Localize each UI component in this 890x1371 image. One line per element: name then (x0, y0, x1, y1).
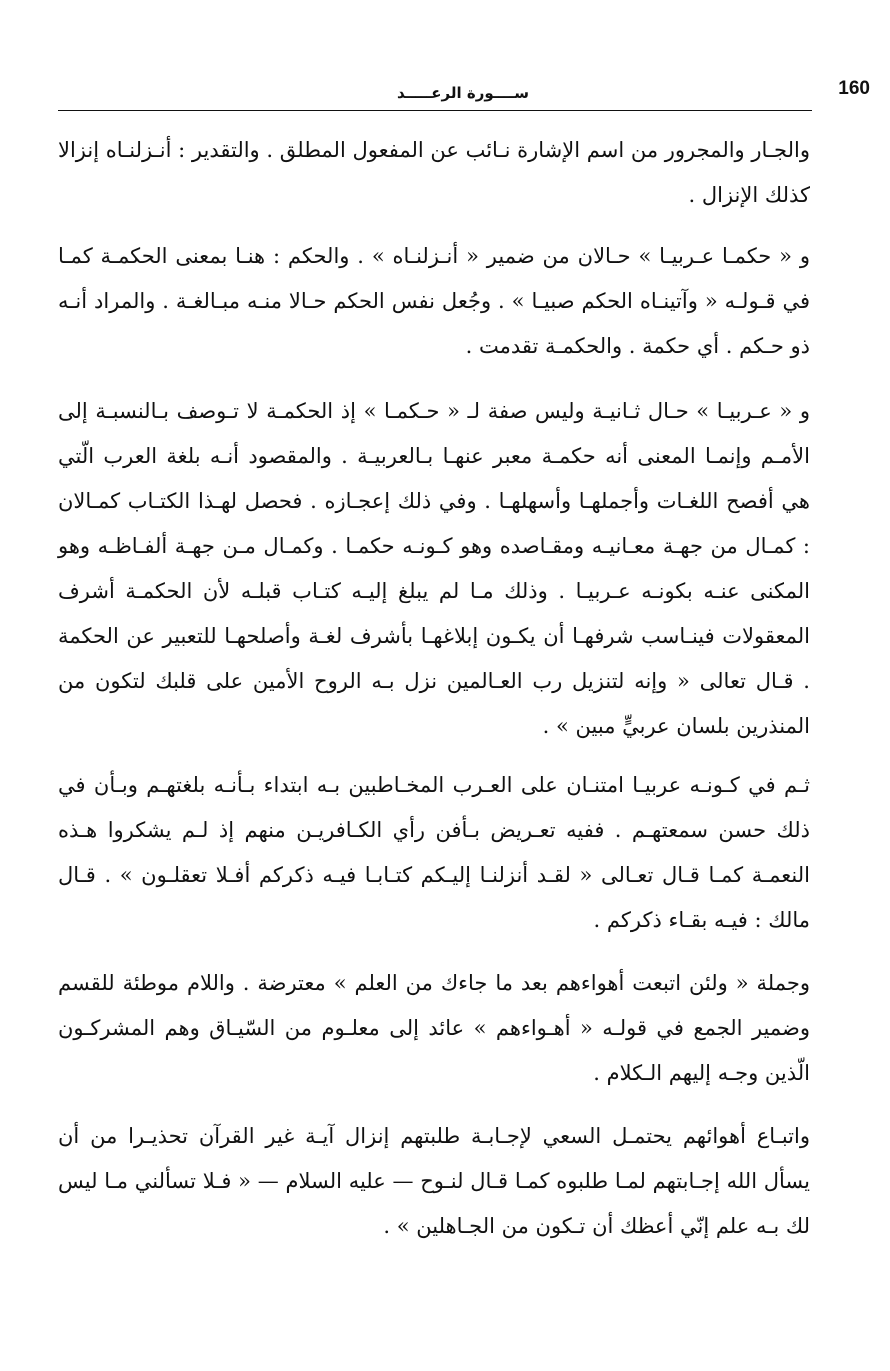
paragraph-6: واتبـاع أهوائهم يحتمـل السعي لإجـابـة طلبتهم إنزال آيـة غير القرآن تحذيـرا من أن يسأل الله إجـابتهم لمـا طلبوه كمـا قـال لنـوح — عليه السلام — « فـلا تسألني مـا ليس لك بـه علم إنّي أعظك أن تـكون من الجـاهلين » . (58, 1124, 810, 1238)
body-text (58, 128, 810, 1249)
page-header (58, 72, 870, 112)
paragraph-4: ثـم في كـونـه عربيـا امتنـان على العـرب المخـاطبين بـه ابتداء بـأنـه بلغتهـم وبـأن في ذلك حسن سمعتهـم . ففيه تعـريض بـأفن رأي الكـافريـن منهم إذ لـم يشكروا هـذه النعمـة كمـا قـال تعـالى « لقـد أنزلنـا إليـكم كتـابـا فيـه ذكركم أفـلا تعقلـون » . قـال مالك : فيـه بقـاء ذكركم . (58, 773, 810, 932)
paragraph-2: و « حكمـا عـربيـا » حـالان من ضمير « أنـزلنـاه » . والحكم : هنـا بمعنى الحكمـة كمـا في قـولـه « وآتينـاه الحكم صبيـا » . وجُعل نفس الحكم حـالا منـه مبـالغـة . والمراد أنـه ذو حـكم . أي حكمة . والحكمـة تقدمت . (58, 244, 810, 358)
paragraph-1: والجـار والمجرور من اسم الإشارة نـائب عن المفعول المطلق . والتقدير : أنـزلنـاه إنزالا كذلك الإنزال . (58, 138, 810, 207)
paragraph-3: و « عـربيـا » حـال ثـانيـة وليس صفة لـ « حـكمـا » إذ الحكمـة لا تـوصف بـالنسبـة إلى الأمـم وإنمـا المعنى أنه حكمـة معبر عنهـا بـالعربيـة . والمقصود أنـه بلغة العرب الّتي هي أفصح اللغـات وأجملهـا وأسهلهـا . وفي ذلك إعجـازه . فحصل لهـذا الكتـاب كمـالان : كمـال من جهـة معـانيـه ومقـاصده وهو كـونـه حكمـا . وكمـال مـن جهـة ألفـاظـه وهو المكنى عنـه بكونـه عـربيـا . وذلك مـا لم يبلغ إليـه كتـاب قبلـه لأن الحكمـة أشرف المعقولات فينـاسب شرفهـا أن يكـون إبلاغهـا بأشرف لغـة وأصلحهـا للتعبير عن الحكمة . قـال تعالى « وإنه لتنزيل رب العـالمين نزل بـه الروح الأمين على قلبك لتكون من المنذرين بلسان عربيٍّ مبين » . (58, 399, 810, 738)
running-title: ســــورة الرعـــــد (396, 84, 530, 102)
paragraph-5: وجملة « ولئن اتبعت أهواءهم بعد ما جاءك من العلم » معترضة . واللام موطئة للقسم وضمير الجمع في قولـه « أهـواءهم » عائد إلى معلـوم من السّيـاق وهم المشركـون الّذين وجـه إليهم الـكلام . (58, 971, 810, 1085)
page-number: 160 (838, 78, 870, 99)
header-rule (58, 110, 812, 111)
